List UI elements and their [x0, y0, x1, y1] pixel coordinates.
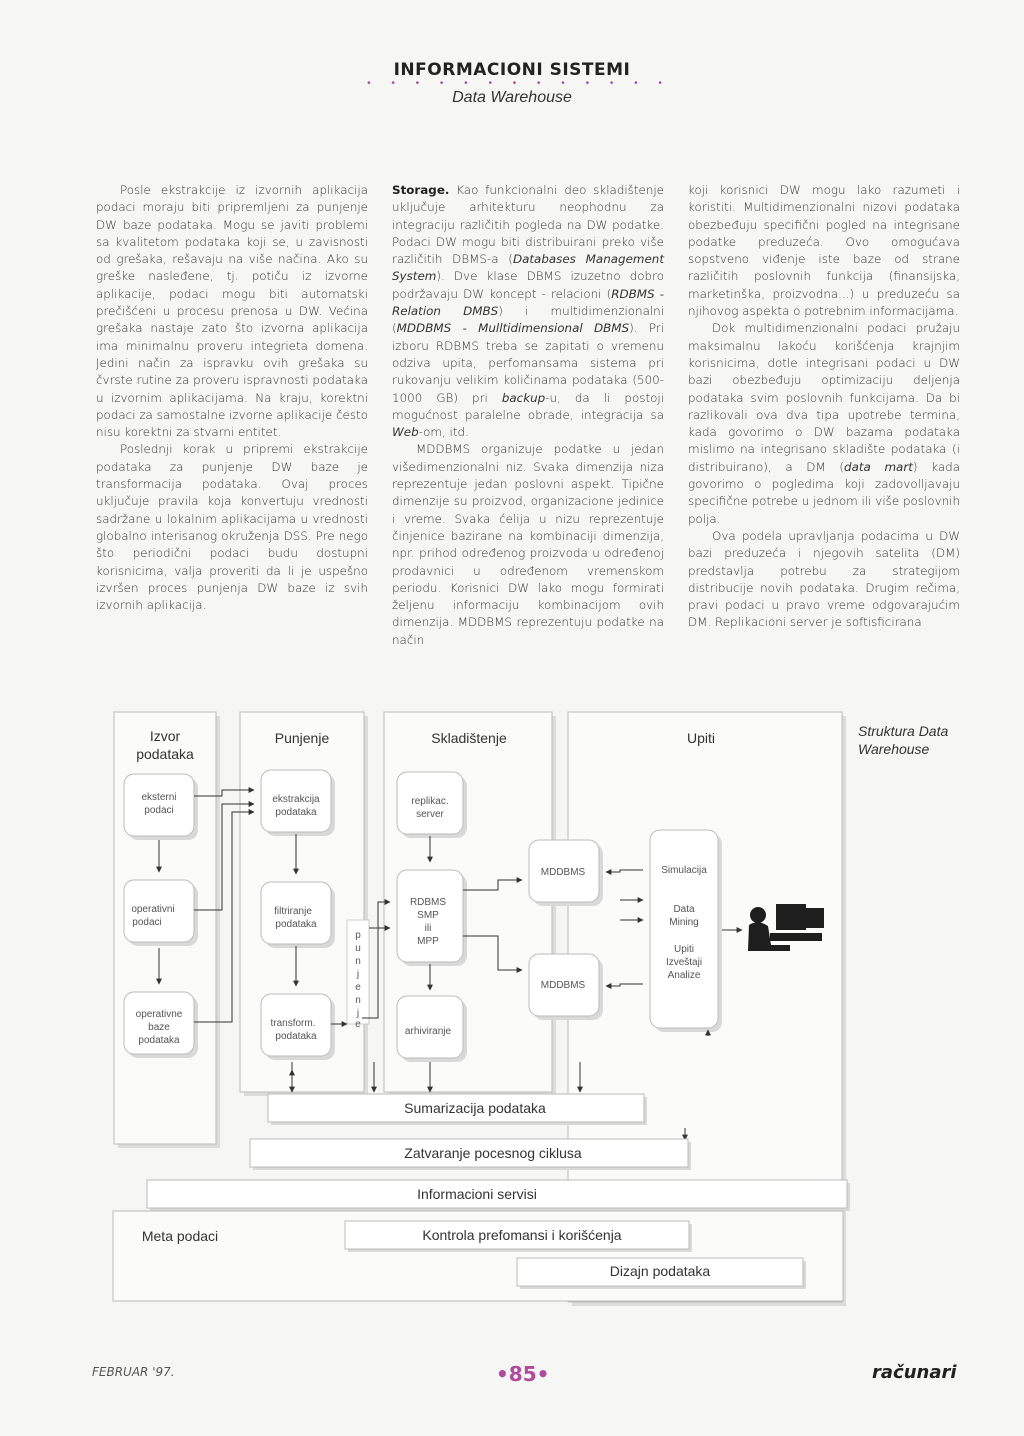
svg-text:filtriranje: filtriranje	[274, 906, 312, 917]
paragraph: Poslednji korak u pripremi ekstrakcije podataka za punjenje DW baze je transformacija podataka. Ovaj proces uključuje pravila koja konvertuju vrednosti sadržane u lokalnim aplikacijama u vrednosti globalno interisanog okruženja DSS. Pre nego što periodični podaci budu dostupni korisnicima, valja proveriti da li je uspešno izvršen proces punjenja DW baze iz svih izvornih aplikacija.	[96, 442, 368, 613]
svg-text:Kontrola prefomansi i korišćen: Kontrola prefomansi i korišćenja	[422, 1227, 622, 1243]
svg-text:podataka: podataka	[138, 1035, 180, 1046]
band-sumarizacija	[268, 1094, 647, 1125]
band-informacioni	[147, 1180, 850, 1211]
node-replikac	[397, 772, 467, 838]
svg-text:ekstrakcija: ekstrakcija	[272, 794, 320, 805]
magazine-brand: računari	[872, 1362, 957, 1383]
svg-text:e: e	[355, 982, 361, 993]
paragraph: Storage. Kao funkcionalni deo skladištenje uključuje arhitekturu neophodnu za integraciju različitih pogleda na DW podatke. Podaci DW mogu biti distribuirani preko više različitih DBMS-a (Databases Management System). Dve klase DBMS izuzetno dobro podržavaju DW koncept - relacioni (RDBMS -Relation DMBS) i multidimenzionalni (MDDBMS - Mulltidimensional DBMS). Pri izboru RDBMS treba se zapitati o vremenu odziva upita, perfomansama sistema pri rukovanju velikim količinama podataka (500-1000 GB) pri backup-u, da li postoji mogućnost paralelne obrade, integracija sa Web-om, itd.	[392, 183, 665, 440]
diagram-caption: Struktura Data Warehouse	[858, 723, 949, 757]
node-rdbms	[397, 870, 467, 966]
band-kontrola	[345, 1221, 692, 1252]
node-mddbms-1	[529, 840, 603, 906]
page-number: •85•	[496, 1362, 550, 1386]
storage-lead: Storage.	[392, 183, 450, 197]
header-skladistenje: Skladištenje	[431, 730, 507, 746]
paragraph: Ova podela upravljanja podacima u DW bazi preduzeća i njegovih satelita (DM) predstavlja potrebu za strategijom distribucije novih podataka. Drugim rečima, pravi podaci u pravo vreme odgovarajućim DM. Replikacioni server je softisficirana	[688, 528, 960, 630]
svg-text:replikac.: replikac.	[411, 796, 449, 807]
paragraph: koji korisnici DW mogu lako razumeti i koristiti. Multidimenzionalni nizovi podataka obezbeđuju specifični pogled na integrisane podatke preduzeća. Ovo omogućava sopstveno viđenje iste baze od strane različitih poslovnih funkcija (finansijska, marketinška, proizvodna...) u preduzeću sa njihovog aspekta o potrebnim informacijama.	[688, 183, 960, 319]
section-title: INFORMACIONI SISTEMI	[393, 60, 631, 80]
footer-date: FEBRUAR '97.	[92, 1365, 175, 1379]
svg-text:transform.: transform.	[270, 1018, 316, 1029]
svg-text:n: n	[355, 995, 361, 1006]
header-izvor-2: podataka	[136, 746, 194, 762]
svg-text:MDDBMS: MDDBMS	[540, 980, 586, 991]
node-transform	[261, 994, 335, 1060]
svg-text:arhiviranje: arhiviranje	[404, 1026, 452, 1037]
svg-text:Dizajn podataka: Dizajn podataka	[609, 1263, 711, 1279]
band-dizajn	[517, 1258, 806, 1289]
node-ekstrakcija	[261, 770, 335, 836]
svg-text:SMP: SMP	[417, 910, 439, 921]
svg-text:Sumarizacija podataka: Sumarizacija podataka	[404, 1100, 546, 1116]
decorative-dots: • • • • • • • • • • • • •	[367, 78, 671, 89]
svg-text:baze: baze	[148, 1022, 170, 1033]
svg-text:Izveštaji: Izveštaji	[665, 957, 703, 968]
svg-text:operativne: operativne	[135, 1009, 183, 1020]
svg-text:podataka: podataka	[275, 1031, 317, 1042]
svg-text:server: server	[416, 809, 444, 820]
svg-text:Analize: Analize	[667, 970, 701, 981]
svg-text:p: p	[355, 930, 361, 941]
svg-text:e: e	[355, 1019, 361, 1030]
svg-text:MDDBMS: MDDBMS	[540, 867, 586, 878]
svg-text:Upiti: Upiti	[673, 944, 695, 955]
svg-text:Mining: Mining	[669, 917, 699, 928]
paragraph: MDDBMS organizuje podatke u jedan višedimenzionalni niz. Svaka dimenzija niza reprezentuje jedan poslovni aspekt. Tipične dimenzije su proizvod, organizacione jedinice i vreme. Svaka ćelija u nizu reprezentuje činjenice bazirane na kombinaciji dimenzija, npr. prihod određenog proizvoda u određenoj prodavnici u određenom vremenskom periodu. Korisnici DW lako mogu formirati željenu informaciju kombinacijom ovih dimenzija. MDDBMS reprezentuju podatke na način	[392, 442, 664, 647]
node-arhiviranje	[397, 996, 467, 1062]
paragraph: Posle ekstrakcije iz izvornih aplikacija podaci moraju biti pripremljeni za punjenje DW baze podataka. Mogu se javiti problemi sa kvalitetom podataka koji se, u zavisnosti od grešaka, rešavaju na više načina. Ako su greške nasleđene, tj. potiču iz izvorne aplikacije, podaci mogu biti automatski prečišćeni u procesu prenosa u DW. Većina grešaka nastaje zato što izvorna aplikacija ima minimalnu proveru integrieta domena. Jedini način za ispravku ovih grešaka su čvrste rutine za proveru ispravnosti podataka u izvornim aplikacijama. Na kraju, korektni podaci za samostalne izvorne aplikacije često nisu korektni za stvarni entitet.	[96, 183, 368, 440]
svg-text:n: n	[355, 956, 361, 967]
band-zatvaranje	[250, 1139, 691, 1170]
svg-text:eksterni: eksterni	[141, 792, 177, 803]
node-eksterni	[124, 774, 198, 840]
svg-text:podataka: podataka	[275, 807, 317, 818]
node-mddbms-2	[529, 954, 603, 1020]
svg-text:u: u	[355, 943, 361, 954]
svg-text:j: j	[356, 969, 360, 980]
header-punjenje: Punjenje	[274, 730, 330, 746]
svg-text:RDBMS: RDBMS	[409, 897, 447, 908]
svg-text:Informacioni servisi: Informacioni servisi	[417, 1186, 537, 1202]
svg-text:podaci: podaci	[144, 805, 174, 816]
node-upiti-stack	[650, 830, 722, 1032]
header-upiti: Upiti	[686, 730, 716, 746]
svg-text:j: j	[356, 1008, 360, 1019]
node-operativne-baze	[124, 992, 198, 1058]
page-subtitle: Data Warehouse	[452, 89, 572, 106]
svg-text:operativni: operativni	[131, 904, 175, 915]
svg-text:MPP: MPP	[417, 936, 439, 947]
node-operativni	[124, 880, 198, 946]
svg-text:Data: Data	[673, 904, 695, 915]
node-filtriranje	[261, 882, 335, 948]
svg-text:ili: ili	[424, 923, 432, 934]
svg-text:podaci: podaci	[132, 917, 162, 928]
svg-text:Zatvaranje pocesnog ciklusa: Zatvaranje pocesnog ciklusa	[404, 1145, 582, 1161]
header-izvor-1: Izvor	[149, 728, 181, 744]
svg-text:Simulacija: Simulacija	[661, 865, 707, 876]
paragraph: Dok multidimenzionalni podaci pružaju maksimalnu lakoću korišćenja krajnjim korisnicima, dotle integrisani podaci u DW bazi obezbeđuju optimizaciju deljenja podataka svim poslovnih funkcijama. Da bi razlikovali ova dva tipa upotrebe termina, kada govorimo o DW bazama podataka mislimo na integrisano skladište podataka (i distribuirano), a DM (data mart) kada govorimo o pogledima koji zadovolljavaju specifične potrebe u jednom ili više poslovnih polja.	[688, 321, 961, 526]
svg-text:Meta podaci: Meta podaci	[141, 1228, 219, 1244]
svg-text:podataka: podataka	[275, 919, 317, 930]
node-punjenje-vertical	[347, 920, 369, 1030]
